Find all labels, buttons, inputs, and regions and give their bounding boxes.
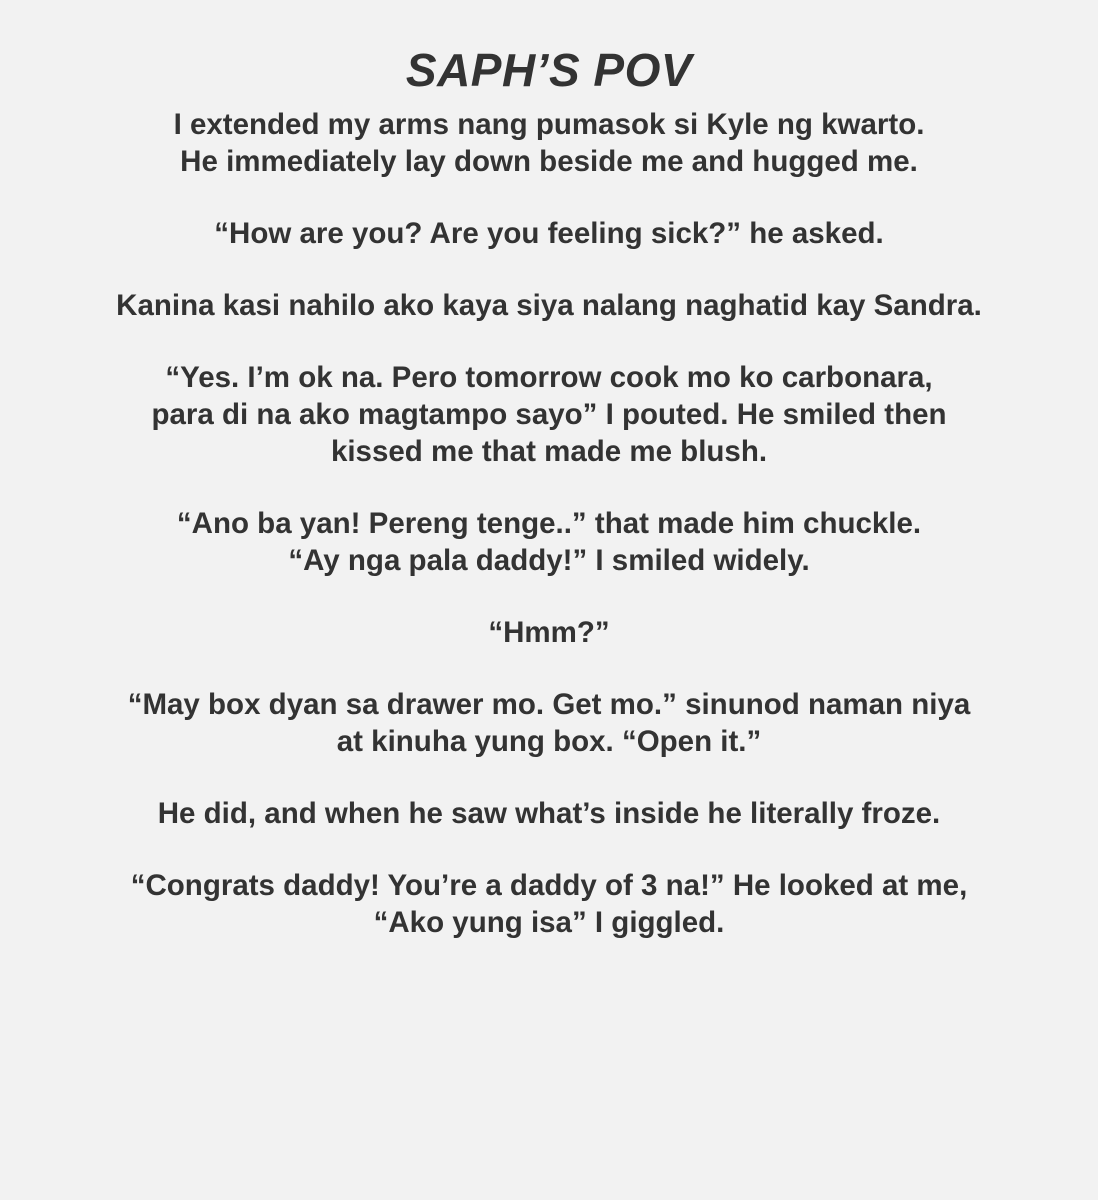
story-line: He did, and when he saw what’s inside he literally froze. [157, 797, 941, 830]
story-body [0, 106, 1098, 941]
story-line: “Ay nga pala daddy!” I smiled widely. [288, 544, 810, 577]
story-line: para di na ako magtampo sayo” I pouted. He smiled then [151, 398, 947, 431]
story-line: He immediately lay down beside me and hugged me. [180, 145, 918, 178]
story-line: “Hmm?” [488, 616, 610, 649]
story-line: “Congrats daddy! You’re a daddy of 3 na!” He looked at me, [130, 869, 968, 902]
story-line: kissed me that made me blush. [330, 435, 768, 468]
paragraph-7 [0, 686, 1098, 760]
story-line: “Yes. I’m ok na. Pero tomorrow cook mo ko carbonara, [165, 361, 933, 394]
paragraph-9 [0, 867, 1098, 941]
paragraph-1 [0, 106, 1098, 180]
paragraph-6 [0, 614, 1098, 651]
story-line: “Ano ba yan! Pereng tenge..” that made him chuckle. [176, 507, 922, 540]
paragraph-8 [0, 795, 1098, 832]
story-line: at kinuha yung box. “Open it.” [336, 725, 762, 758]
story-line: “May box dyan sa drawer mo. Get mo.” sinunod naman niya [127, 688, 971, 721]
story-line: Kanina kasi nahilo ako kaya siya nalang naghatid kay Sandra. [116, 289, 982, 322]
page-title: SAPH’S POV [405, 44, 693, 96]
story-line: I extended my arms nang pumasok si Kyle ng kwarto. [173, 108, 925, 141]
story-line: “How are you? Are you feeling sick?” he asked. [214, 217, 884, 250]
paragraph-3 [0, 287, 1098, 324]
paragraph-5 [0, 505, 1098, 579]
paragraph-2 [0, 215, 1098, 252]
story-line: “Ako yung isa” I giggled. [373, 906, 725, 939]
paragraph-4 [0, 359, 1098, 470]
